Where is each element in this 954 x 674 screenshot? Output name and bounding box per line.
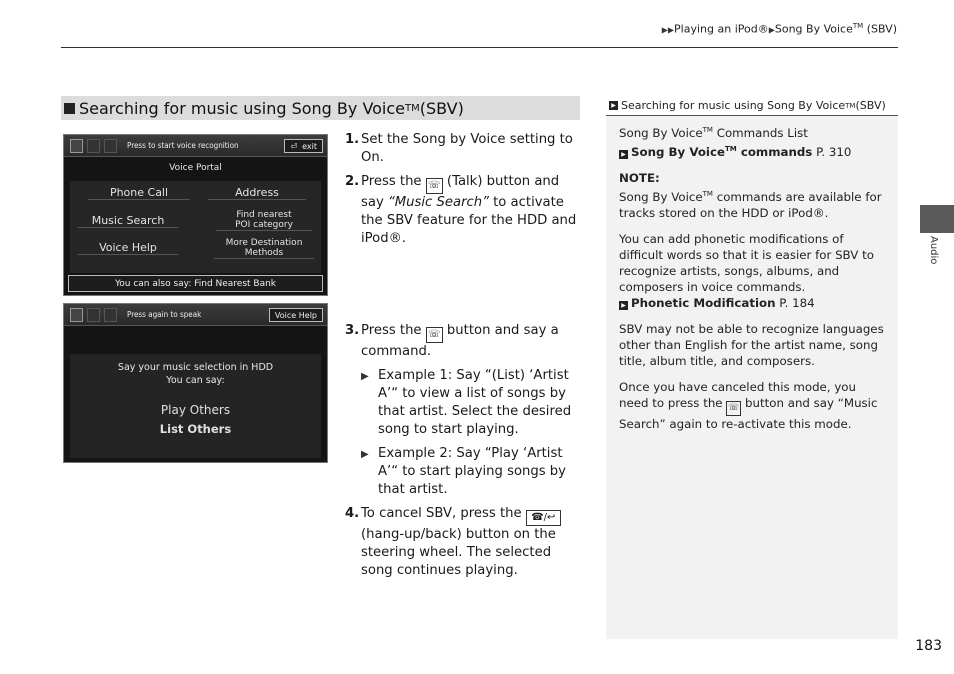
step-2 — [345, 173, 585, 248]
cmd-music-search[interactable]: Music Search — [78, 215, 178, 228]
voice-portal-title: Voice Portal — [169, 163, 222, 173]
screen-prompt: Press to start voice recognition — [127, 141, 239, 150]
cmd-voice-help[interactable]: Voice Help — [78, 242, 178, 255]
example-2-text: Example 2: Say “Play ‘Artist A’“ to start playing songs by that artist. — [378, 446, 566, 497]
chapter-tab-label: Audio — [928, 236, 939, 265]
cmd-list-others[interactable]: List Others — [159, 422, 232, 436]
phonetic-note-text: You can add phonetic modifications of difficult words so that it is easier for SBV to recognize artists, songs, albums, and composers in voice commands. — [619, 231, 874, 294]
step1-text-e: . — [379, 150, 384, 165]
side-heading-text: Searching for music using Song By Voice — [621, 99, 846, 112]
example-1 — [361, 367, 585, 439]
step-text — [361, 173, 585, 248]
voice-command-panel — [70, 181, 321, 273]
top-rule — [61, 47, 898, 48]
phonetic-link[interactable] — [619, 296, 815, 310]
exit-label: exit — [302, 141, 317, 151]
step2-text-b: (Talk) button and say — [361, 174, 560, 210]
screen-footer: You can also say: Find Nearest Bank — [68, 275, 323, 292]
step4-text-a: To cancel SBV, press the — [361, 506, 526, 521]
chapter-tab — [920, 205, 954, 233]
breadcrumb-arrows: ▶▶ — [661, 25, 675, 35]
step-number: 3. — [345, 323, 360, 338]
voice-help-button[interactable]: Voice Help — [269, 308, 323, 322]
cmd-more-dest-line2: Methods — [244, 248, 284, 258]
cmd-play-others[interactable]: Play Others — [160, 403, 231, 417]
link-arrow-icon: ▶ — [619, 301, 628, 310]
breadcrumb-part-ipod: Playing an iPod® — [674, 22, 769, 36]
note1-text-a: Song By Voice — [619, 125, 703, 140]
breadcrumb-part-sbv: Song By Voice — [774, 22, 853, 36]
screen-status-bar — [64, 135, 327, 157]
reactivate-note — [619, 379, 886, 432]
note1-tm: TM — [702, 126, 713, 134]
side-heading-tm: TM — [845, 101, 856, 110]
step1-text-a: Set the — [361, 132, 413, 147]
you-can-say: You can say: — [166, 375, 225, 386]
hang-up-back-button-icon: ☎/↩ — [526, 510, 561, 526]
phonetic-link-page: P. 184 — [775, 295, 815, 310]
note2-text-a: Song By Voice — [619, 189, 703, 204]
step-text — [361, 131, 585, 167]
bluetooth-icon — [104, 308, 117, 322]
side-notes-column — [606, 96, 898, 639]
reactivate-text-b: button and say “Music Search” again to re-activate this mode. — [619, 395, 878, 431]
commands-link-page: P. 310 — [812, 144, 852, 159]
reactivate-text-a: Once you have canceled this mode, you need to press the — [619, 379, 856, 410]
step3-text-b: button and say a command. — [361, 323, 559, 359]
music-selection-panel — [70, 354, 321, 458]
note2-text-b: commands are available for tracks stored on the HDD or iPod®. — [619, 189, 882, 220]
cmd-find-nearest-line1: Find nearest — [236, 210, 292, 220]
heading-tm: TM — [405, 102, 420, 114]
note-label: NOTE: — [619, 170, 660, 185]
music-selection-screen — [63, 303, 328, 463]
side-heading — [606, 96, 898, 116]
step4-text-b: (hang-up/back) button on the steering wheel. The selected song continues playing. — [361, 527, 556, 578]
talk-icon — [70, 308, 83, 322]
step3-text-a: Press the — [361, 323, 426, 338]
page-number: 183 — [915, 638, 942, 654]
breadcrumb-arrow: ▶ — [768, 25, 775, 35]
music-search-command: “Music Search” — [387, 195, 489, 210]
heading-text: Searching for music using Song By Voice — [79, 98, 406, 118]
commands-link-text-a: Song By Voice — [631, 144, 725, 159]
breadcrumb-part-suffix: (SBV) — [863, 22, 897, 36]
step-number: 4. — [345, 506, 360, 521]
step-3 — [345, 322, 585, 361]
screen2-prompt: Press again to speak — [127, 310, 202, 319]
note1-text-b: Commands List — [712, 125, 808, 140]
say-music-selection: Say your music selection in HDD — [117, 362, 274, 373]
phonetic-note — [619, 231, 886, 311]
heading-square-icon — [64, 103, 75, 114]
step-text — [361, 505, 585, 580]
step-1 — [345, 131, 585, 167]
side-body — [606, 116, 898, 432]
step2-text-d: to activate the SBV feature for the HDD and iPod®. — [361, 195, 577, 246]
voice-portal-screen — [63, 134, 328, 296]
phone-icon — [87, 308, 100, 322]
phonetic-link-text: Phonetic Modification — [631, 295, 776, 310]
note2-tm: TM — [702, 189, 713, 198]
cmd-phone-call[interactable]: Phone Call — [88, 187, 190, 200]
step2-text-a: Press the — [361, 174, 426, 189]
commands-link[interactable] — [619, 145, 851, 159]
step-number: 2. — [345, 174, 360, 189]
talk-icon — [70, 139, 83, 153]
language-note: SBV may not be able to recognize languages other than English for the artist name, song title, album title, and composers. — [619, 321, 884, 368]
breadcrumb — [662, 22, 897, 36]
cmd-find-nearest[interactable] — [216, 210, 312, 231]
link-arrow-icon: ▶ — [619, 150, 628, 159]
commands-list-note — [619, 122, 886, 160]
example-1-text: Example 1: Say “(List) ‘Artist A’“ to view a list of songs by that artist. Select the desired song to start playing. — [378, 368, 572, 437]
triangle-bullet-icon: ▶ — [361, 371, 369, 382]
exit-button[interactable]: ⏎ exit — [284, 139, 323, 153]
step-number: 1. — [345, 132, 360, 147]
talk-button-icon: ☏ — [426, 178, 443, 194]
step-4 — [345, 505, 585, 580]
cmd-more-dest-line1: More Destination — [225, 238, 303, 248]
side-heading-suffix: (SBV) — [855, 99, 886, 112]
screen2-status-bar — [64, 304, 327, 326]
triangle-bullet-icon: ▶ — [361, 449, 369, 460]
setting-song-by-voice: Song by Voice — [412, 132, 506, 147]
talk-button-icon: ☏ — [426, 327, 443, 343]
talk-button-icon: ☏ — [726, 401, 741, 416]
commands-link-text-b: commands — [736, 144, 813, 159]
bluetooth-icon — [104, 139, 117, 153]
instruction-steps — [345, 131, 585, 580]
step1-text-c: setting to — [505, 132, 573, 147]
cmd-address[interactable]: Address — [208, 187, 306, 200]
heading-suffix: (SBV) — [419, 98, 464, 118]
step-text — [361, 322, 585, 361]
section-heading — [61, 96, 580, 120]
setting-on: On — [361, 150, 380, 165]
example-2 — [361, 445, 585, 499]
commands-link-tm: TM — [724, 144, 737, 153]
note-block — [619, 170, 886, 221]
cmd-more-destination[interactable] — [214, 238, 314, 259]
cmd-find-nearest-line2: POI category — [235, 220, 293, 230]
breadcrumb-tm: TM — [852, 22, 864, 30]
phone-icon — [87, 139, 100, 153]
reference-arrow-icon: ▶ — [609, 101, 618, 110]
